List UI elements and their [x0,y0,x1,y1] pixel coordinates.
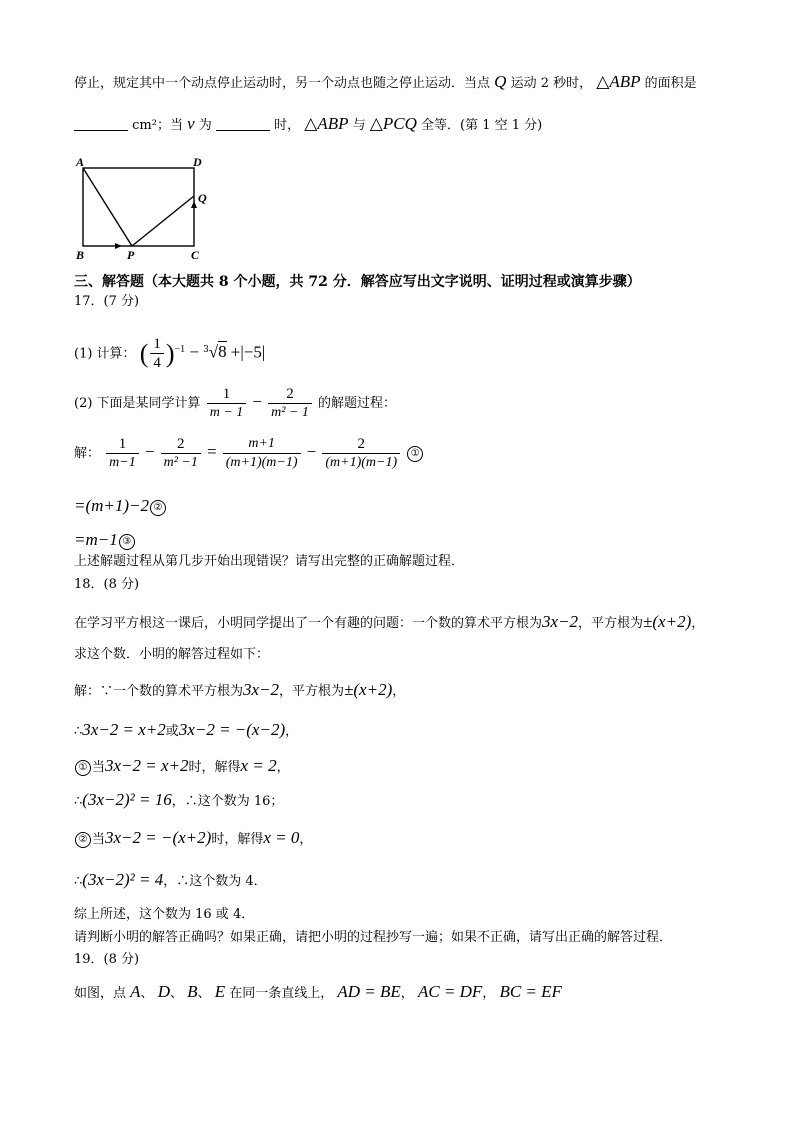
label-a: A [76,155,85,169]
q17-root-arg: 8 [218,342,227,362]
p16-triangle-abp-2: △ABP [304,114,349,133]
p16-var-v: v [187,114,195,133]
p16-point-q: Q [494,72,507,91]
step-1-marker: ① [407,446,423,462]
q18-summary: 综上所述，这个数为 16 或 4． [74,907,255,922]
q18-case-2: ② 当3x−2 = −(x+2)时，解得x = 0， [74,828,312,850]
q17-part1-label: (1) 计算： [74,346,136,362]
p16-triangle-pcq: △PCQ [369,114,417,133]
q17-part1-exponent: −1 [174,344,186,355]
label-b: B [76,248,85,262]
q17-part2: (2) 下面是某同学计算 $\frac{1}{m - 1}$ − $\frac{2}{\text{m² − 1}}$ 的解题过程： [74,386,397,420]
q19-text: 如图，点 A、 D、 B、 E 在同一条直线上， AD = BE， AC = DF， BC = EF [74,982,562,1001]
p16-text-and: 与 [352,118,366,133]
p16-triangle-abp: △ABP [596,72,641,91]
answer-blank-2[interactable] [216,116,270,131]
q17-root-index: 3 [203,345,209,355]
label-q: Q [198,191,207,205]
p16-text-end: 全等．(第 1 空 1 分) [421,118,543,133]
p16-unit: cm²；当 [132,118,183,133]
label-d: D [193,155,202,169]
step-3-marker: ③ [119,534,135,550]
segment-pq [132,196,194,246]
q17-part2-label: (2) 下面是某同学计算 [74,396,201,411]
answer-blank-1[interactable] [74,116,128,131]
section-3-heading: 三、解答题（本大题共 8 个小题，共 72 分．解答应写出文字说明、证明过程或演算步骤） [74,274,641,290]
arrow-cq [191,201,197,208]
q18-intro-2: 求这个数．小明的解答过程如下： [74,647,270,662]
q17-part1-fraction: $\frac{1}{4}$ [150,335,164,372]
label-p: P [127,248,135,262]
q17-label: 17．(7 分) [74,294,140,309]
q17-abs-value: +|−5| [230,342,266,362]
step-2-marker: ② [150,500,166,516]
q17-solution-step3: =m−1 ③ [74,530,136,552]
q17-solution-step1: 解： $\frac{1}{m-1}$ − $\frac{2}{\text{m² −1}}$ = $\frac{m+1}{(m+1)(m-1)}$ − $\frac{2}{(m+1)(m-1)}$ ① [74,428,424,478]
q18-label: 18．(8 分) [74,577,140,592]
q17-part1: (1) 计算： ( $\frac{1}{4}$ )$^{-1}$ − $^3$√8 +|−5| [74,336,266,372]
q17-question: 上述解题过程从第几步开始出现错误？请写出完整的正确解题过程． [74,554,465,569]
rectangle-figure [72,152,222,262]
q18-intro-1: 在学习平方根这一课后，小明同学提出了一个有趣的问题：一个数的算术平方根为3x−2，平方根为±(x+2)， [74,612,705,631]
p16-line-2 [74,114,542,136]
segment-ap [83,168,132,246]
p16-line-1 [74,72,697,94]
p16-text-2: 运动 2 秒时， [510,76,593,91]
q18-sol-line-1: 解：∵一个数的算术平方根为3x−2，平方根为±(x+2)， [74,680,406,699]
q18-case-2-result: ∴(3x−2)² = 4，∴这个数为 4． [74,870,267,889]
q18-case-1-result: ∴(3x−2)² = 16，∴这个数为 16； [74,790,284,809]
q18-case-1: ① 当3x−2 = x+2时，解得x = 2， [74,756,290,778]
label-c: C [191,248,200,262]
q18-question: 请判断小明的解答正确吗？如果正确，请把小明的过程抄写一遍；如果不正确，请写出正确的解答过程． [74,930,673,945]
arrow-bp [115,243,122,249]
q17-solution-step2: =(m+1)−2 ② [74,496,167,518]
q18-sol-line-2: ∴3x−2 = x+2或3x−2 = −(x−2)， [74,720,299,739]
p16-text-wei: 为 [198,118,212,133]
p16-text-time: 时， [274,118,301,133]
p16-text-3: 的面积是 [644,76,697,91]
p16-text-1: 停止，规定其中一个动点停止运动时，另一个动点也随之停止运动．当点 [74,76,491,91]
rect-abcd [83,168,194,246]
q19-label: 19．(8 分) [74,952,140,967]
